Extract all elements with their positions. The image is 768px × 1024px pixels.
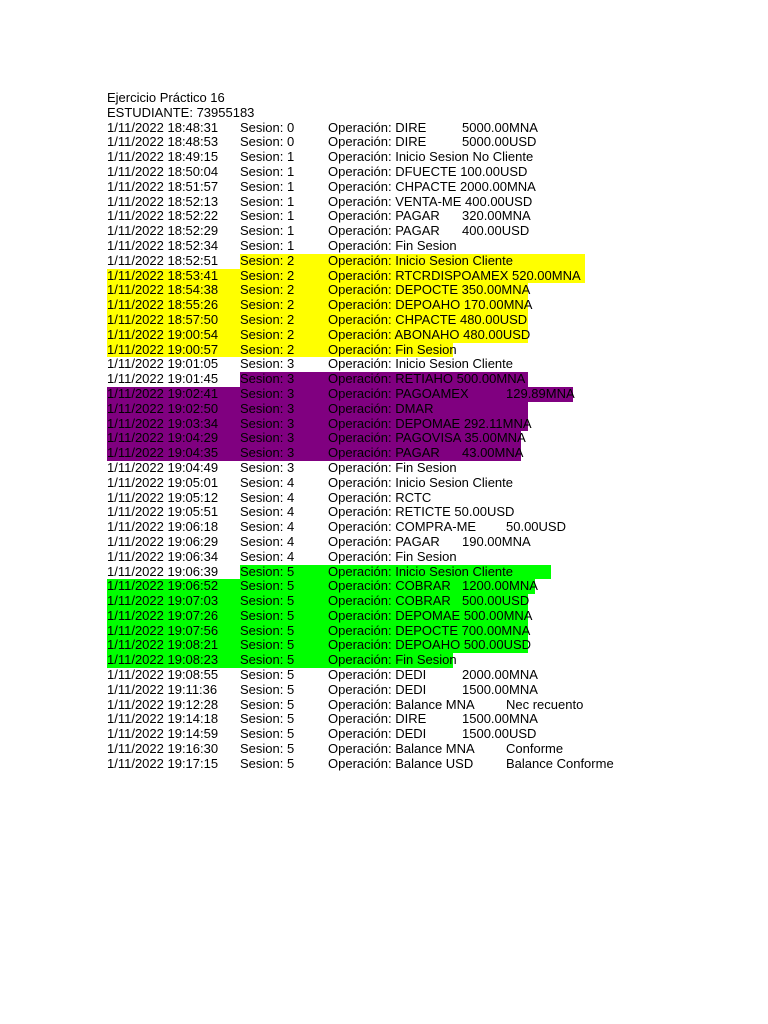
log-datetime: 1/11/2022 18:51:57 [107, 178, 219, 194]
log-session: Sesion: 1 [240, 223, 295, 239]
log-row [107, 326, 531, 343]
log-operation: Operación: COBRAR [328, 593, 451, 609]
log-note: 50.00USD [506, 519, 566, 535]
log-session: Sesion: 1 [240, 208, 295, 224]
log-row [107, 193, 533, 210]
log-operation: Operación: Inicio Sesion Cliente [328, 356, 513, 372]
log-operation: Operación: DEDI [328, 667, 427, 683]
log-amount: 5000.00USD [462, 134, 537, 150]
log-row [107, 726, 537, 742]
log-row [107, 504, 515, 520]
log-datetime: 1/11/2022 19:04:35 [107, 445, 219, 461]
log-session: Sesion: 4 [240, 504, 295, 520]
log-operation: Operación: PAGAR [328, 208, 440, 224]
log-datetime: 1/11/2022 19:14:59 [107, 726, 219, 742]
log-datetime: 1/11/2022 19:08:55 [107, 667, 219, 683]
log-datetime: 1/11/2022 18:50:04 [107, 163, 219, 179]
log-operation: Operación: Fin Sesion [328, 341, 457, 357]
log-row [107, 371, 526, 387]
log-datetime: 1/11/2022 19:04:29 [107, 430, 219, 446]
log-operation: Operación: DMAR [328, 400, 434, 416]
log-amount: 400.00USD [462, 223, 530, 239]
log-operation: Operación: RTCRDISPOAMEX 520.00MNA [328, 267, 581, 283]
log-datetime: 1/11/2022 19:06:34 [107, 548, 219, 564]
log-note: Balance Conforme [506, 755, 614, 771]
log-session: Sesion: 3 [240, 356, 295, 372]
log-operation: Operación: RETICTE 50.00USD [328, 504, 515, 520]
log-amount: 500.00USD [462, 593, 530, 609]
log-row [107, 208, 531, 224]
log-row [107, 445, 524, 461]
log-datetime: 1/11/2022 19:01:45 [107, 371, 219, 387]
log-session: Sesion: 5 [240, 593, 295, 609]
log-row [107, 489, 432, 506]
log-datetime: 1/11/2022 18:52:22 [107, 208, 219, 224]
log-row [107, 711, 538, 727]
log-datetime: 1/11/2022 19:06:29 [107, 533, 219, 549]
log-datetime: 1/11/2022 18:53:41 [107, 267, 219, 283]
log-session: Sesion: 1 [240, 178, 295, 194]
log-datetime: 1/11/2022 18:49:15 [107, 149, 219, 165]
log-operation: Operación: Inicio Sesion No Cliente [328, 149, 534, 165]
log-operation: Operación: Balance MNA [328, 696, 475, 712]
log-operation: Operación: RETIAHO 500.00MNA [328, 371, 526, 387]
log-operation: Operación: Fin Sesion [328, 459, 457, 475]
log-session: Sesion: 0 [240, 119, 295, 135]
log-row [107, 178, 536, 195]
log-session: Sesion: 5 [240, 726, 295, 742]
log-operation: Operación: DEPOCTE 350.00MNA [328, 282, 531, 298]
log-row [107, 119, 538, 136]
log-datetime: 1/11/2022 18:54:38 [107, 282, 219, 298]
log-session: Sesion: 5 [240, 696, 295, 712]
log-operation: Operación: DEPOAHO 170.00MNA [328, 297, 533, 313]
log-operation: Operación: DIRE [328, 119, 427, 135]
log-operation: Operación: DEPOAHO 500.00USD [328, 637, 532, 653]
log-session: Sesion: 3 [240, 415, 295, 431]
log-datetime: 1/11/2022 18:52:29 [107, 223, 219, 239]
log-session: Sesion: 1 [240, 163, 295, 179]
log-datetime: 1/11/2022 19:16:30 [107, 741, 219, 757]
log-row [107, 223, 530, 239]
log-datetime: 1/11/2022 18:48:53 [107, 134, 219, 150]
student-id: ESTUDIANTE: 73955183 [107, 104, 255, 120]
log-datetime: 1/11/2022 19:14:18 [107, 711, 219, 727]
log-row [107, 267, 581, 284]
log-row [107, 755, 614, 772]
log-datetime: 1/11/2022 19:05:12 [107, 489, 219, 505]
log-session: Sesion: 5 [240, 652, 295, 668]
log-operation: Operación: PAGAR [328, 533, 440, 549]
log-datetime: 1/11/2022 19:02:50 [107, 400, 219, 416]
log-datetime: 1/11/2022 19:11:36 [107, 681, 218, 697]
log-session: Sesion: 2 [240, 297, 295, 313]
log-row [107, 667, 538, 683]
log-row [107, 474, 513, 491]
log-datetime: 1/11/2022 18:52:13 [107, 193, 219, 209]
log-session: Sesion: 3 [240, 400, 295, 416]
log-session: Sesion: 3 [240, 459, 295, 475]
log-datetime: 1/11/2022 19:07:56 [107, 622, 219, 638]
log-row [107, 341, 457, 358]
log-row [107, 696, 584, 713]
log-row [107, 415, 532, 432]
log-operation: Operación: PAGAR [328, 445, 440, 461]
log-row [107, 681, 538, 698]
log-datetime: 1/11/2022 19:06:18 [107, 519, 219, 535]
log-datetime: 1/11/2022 18:52:34 [107, 237, 219, 253]
log-row [107, 652, 457, 668]
log-session: Sesion: 3 [240, 445, 295, 461]
log-session: Sesion: 0 [240, 134, 295, 150]
log-datetime: 1/11/2022 19:06:52 [107, 578, 219, 594]
log-session: Sesion: 4 [240, 474, 295, 490]
log-datetime: 1/11/2022 19:01:05 [107, 356, 219, 372]
log-session: Sesion: 4 [240, 489, 295, 505]
log-datetime: 1/11/2022 19:00:54 [107, 326, 219, 342]
log-row [107, 356, 513, 372]
log-session: Sesion: 2 [240, 311, 295, 327]
log-session: Sesion: 5 [240, 681, 295, 697]
log-operation: Operación: RCTC [328, 489, 432, 505]
log-row [107, 637, 532, 653]
log-session: Sesion: 5 [240, 563, 295, 579]
log-datetime: 1/11/2022 19:02:41 [107, 385, 219, 401]
log-operation: Operación: Fin Sesion [328, 548, 457, 564]
log-row [107, 297, 533, 313]
log-operation: Operación: Fin Sesion [328, 237, 457, 253]
log-amount: 2000.00MNA [462, 667, 538, 683]
log-row [107, 163, 528, 180]
log-session: Sesion: 1 [240, 149, 295, 165]
log-row [107, 548, 457, 565]
log-operation: Operación: DFUECTE 100.00USD [328, 163, 528, 179]
log-session: Sesion: 5 [240, 607, 295, 623]
log-session: Sesion: 5 [240, 741, 295, 757]
log-row [107, 282, 531, 298]
log-session: Sesion: 5 [240, 637, 295, 653]
log-datetime: 1/11/2022 19:00:57 [107, 341, 219, 357]
log-amount: 190.00MNA [462, 533, 531, 549]
log-row [107, 237, 457, 254]
log-operation: Operación: DEPOMAE 500.00MNA [328, 607, 533, 623]
document-body [107, 90, 614, 772]
log-row [107, 533, 531, 550]
operation-log [107, 119, 614, 772]
log-operation: Operación: DEPOCTE 700.00MNA [328, 622, 531, 638]
log-operation: Operación: DEDI [328, 681, 427, 697]
document-title: Ejercicio Práctico 16 [107, 90, 225, 105]
log-datetime: 1/11/2022 19:03:34 [107, 415, 219, 431]
log-session: Sesion: 5 [240, 755, 295, 771]
log-note: 129.89MNA [506, 385, 575, 401]
log-row [107, 385, 575, 402]
log-session: Sesion: 4 [240, 519, 295, 535]
log-session: Sesion: 1 [240, 237, 295, 253]
log-amount: 1500.00MNA [462, 681, 538, 697]
log-row [107, 519, 566, 535]
log-session: Sesion: 3 [240, 371, 295, 387]
log-operation: Operación: Balance MNA [328, 741, 475, 757]
log-datetime: 1/11/2022 19:05:01 [107, 474, 219, 490]
log-datetime: 1/11/2022 18:57:50 [107, 311, 219, 327]
log-operation: Operación: Inicio Sesion Cliente [328, 252, 513, 268]
log-operation: Operación: DIRE [328, 711, 427, 727]
log-datetime: 1/11/2022 19:07:03 [107, 593, 219, 609]
log-session: Sesion: 5 [240, 711, 295, 727]
log-note: Nec recuento [506, 696, 584, 712]
log-amount: 1500.00MNA [462, 711, 538, 727]
log-row [107, 400, 434, 417]
log-row [107, 622, 531, 639]
log-row [107, 578, 538, 594]
log-row [107, 149, 534, 165]
log-operation: Operación: Inicio Sesion Cliente [328, 563, 513, 579]
log-session: Sesion: 2 [240, 341, 295, 357]
log-operation: Operación: Balance USD [328, 755, 474, 771]
log-datetime: 1/11/2022 19:06:39 [107, 563, 219, 579]
log-amount: 5000.00MNA [462, 119, 538, 135]
log-session: Sesion: 2 [240, 326, 295, 342]
log-datetime: 1/11/2022 18:52:51 [107, 252, 219, 268]
log-session: Sesion: 2 [240, 267, 295, 283]
log-operation: Operación: VENTA-ME 400.00USD [328, 193, 533, 209]
log-row [107, 134, 537, 150]
log-session: Sesion: 3 [240, 385, 295, 401]
log-amount: 1500.00USD [462, 726, 537, 742]
log-row [107, 459, 457, 476]
log-session: Sesion: 1 [240, 193, 295, 209]
log-datetime: 1/11/2022 19:08:23 [107, 652, 219, 668]
log-row [107, 311, 528, 328]
log-row [107, 430, 526, 446]
log-row [107, 252, 513, 269]
log-note: Conforme [506, 741, 564, 757]
log-operation: Operación: ABONAHO 480.00USD [328, 326, 531, 342]
log-amount: 320.00MNA [462, 208, 531, 224]
log-datetime: 1/11/2022 19:12:28 [107, 696, 219, 712]
log-session: Sesion: 3 [240, 430, 295, 446]
log-session: Sesion: 5 [240, 622, 295, 638]
log-operation: Operación: DEPOMAE 292.11MNA [328, 415, 532, 431]
log-session: Sesion: 2 [240, 282, 295, 298]
log-operation: Operación: PAGOVISA 35.00MNA [328, 430, 526, 446]
log-datetime: 1/11/2022 19:08:21 [107, 637, 219, 653]
log-row [107, 593, 530, 609]
log-datetime: 1/11/2022 18:48:31 [107, 119, 219, 135]
log-operation: Operación: DIRE [328, 134, 427, 150]
log-operation: Operación: PAGOAMEX [328, 385, 469, 401]
log-amount: 1200.00MNA [462, 578, 538, 594]
log-session: Sesion: 4 [240, 548, 295, 564]
log-operation: Operación: CHPACTE 480.00USD [328, 311, 528, 327]
log-datetime: 1/11/2022 19:07:26 [107, 607, 219, 623]
log-datetime: 1/11/2022 19:17:15 [107, 755, 219, 771]
log-session: Sesion: 4 [240, 533, 295, 549]
log-session: Sesion: 5 [240, 667, 295, 683]
log-amount: 43.00MNA [462, 445, 524, 461]
log-operation: Operación: CHPACTE 2000.00MNA [328, 178, 536, 194]
log-operation: Operación: COMPRA-ME [328, 519, 477, 535]
log-session: Sesion: 2 [240, 252, 295, 268]
log-row [107, 607, 533, 624]
log-operation: Operación: Fin Sesion [328, 652, 457, 668]
log-datetime: 1/11/2022 19:04:49 [107, 459, 219, 475]
log-operation: Operación: PAGAR [328, 223, 440, 239]
log-datetime: 1/11/2022 19:05:51 [107, 504, 219, 520]
log-row [107, 741, 564, 757]
log-session: Sesion: 5 [240, 578, 295, 594]
log-operation: Operación: DEDI [328, 726, 427, 742]
log-operation: Operación: Inicio Sesion Cliente [328, 474, 513, 490]
log-datetime: 1/11/2022 18:55:26 [107, 297, 219, 313]
log-row [107, 563, 513, 580]
log-operation: Operación: COBRAR [328, 578, 451, 594]
